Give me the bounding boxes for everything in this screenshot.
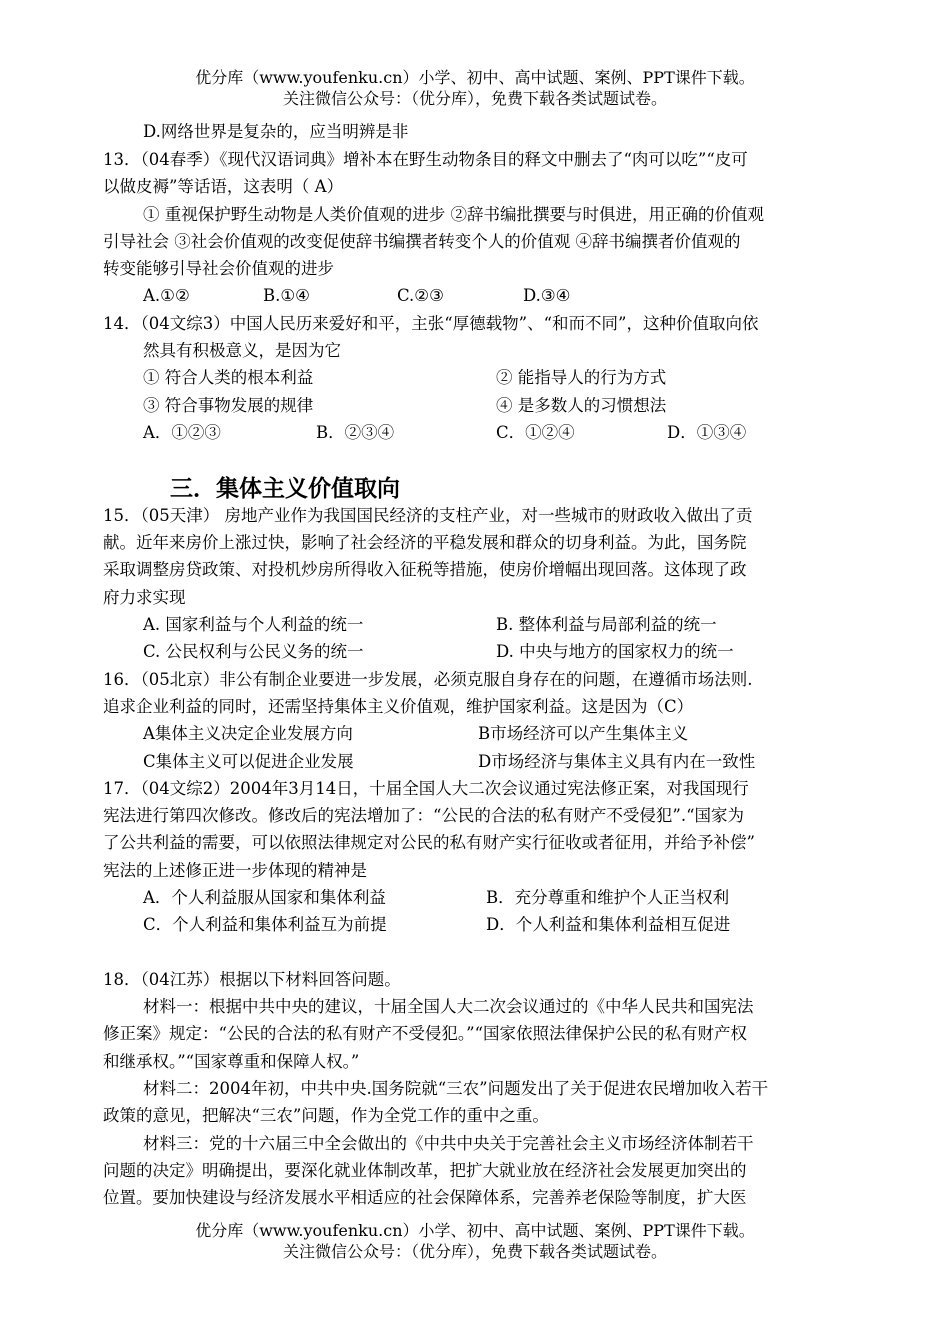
header-line-1: 优分库（www.youfenku.cn）小学、初中、高中试题、案例、PPT课件下载。 [195, 68, 755, 87]
q17-option-b: B．充分尊重和维护个人正当权利 [486, 888, 730, 907]
q16-option-d: D市场经济与集体主义具有内在一致性 [478, 752, 756, 771]
q14-line-1: 14．（04文综3）中国人民历来爱好和平，主张“厚德载物”、“和而不同”，这种价值取向依 [103, 314, 759, 333]
q14-statement-1: ① 符合人类的根本利益 [143, 368, 314, 387]
section-title: 三．集体主义价值取向 [170, 476, 400, 502]
q18-material-2-line-1: 材料二：2004年初，中共中央.国务院就“三农”问题发出了关于促进农民增加收入若干 [143, 1079, 769, 1098]
q15-line-4: 府力求实现 [103, 588, 186, 607]
q13-line-2: 以做皮褥”等话语，这表明（ A） [103, 177, 344, 196]
q14-option-a: A．①②③ [143, 423, 221, 442]
q13-line-1: 13．（04春季）《现代汉语词典》增补本在野生动物条目的释文中删去了“肉可以吃”“皮可 [103, 150, 748, 169]
q16-option-b: B市场经济可以产生集体主义 [478, 724, 689, 743]
q17-line-4: 宪法的上述修正进一步体现的精神是 [103, 861, 367, 880]
q16-option-c: C集体主义可以促进企业发展 [143, 752, 354, 771]
q13-option-c: C.②③ [397, 286, 444, 305]
q15-line-2: 献。近年来房价上涨过快，影响了社会经济的平稳发展和群众的切身利益。为此，国务院 [103, 533, 747, 552]
q14-line-2: 然具有积极意义，是因为它 [143, 341, 341, 360]
q18-material-3-line-2: 问题的决定》明确提出，要深化就业体制改革，把扩大就业放在经济社会发展更加突出的 [103, 1161, 747, 1180]
q15-option-d: D. 中央与地方的国家权力的统一 [496, 642, 734, 661]
q17-option-a: A．个人利益服从国家和集体利益 [143, 888, 386, 907]
q14-statement-2: ② 能指导人的行为方式 [496, 368, 667, 387]
q18-material-1-line-1: 材料一：根据中共中央的建议，十届全国人大二次会议通过的《中华人民共和国宪法 [143, 997, 754, 1016]
q18-material-3-line-3: 位置。要加快建设与经济发展水平相适应的社会保障体系，完善养老保险等制度，扩大医 [103, 1188, 747, 1207]
q18-material-2-line-2: 政策的意见，把解决“三农”问题，作为全党工作的重中之重。 [103, 1106, 549, 1125]
q14-statement-4: ④ 是多数人的习惯想法 [496, 396, 667, 415]
q17-line-2: 宪法进行第四次修改。修改后的宪法增加了：“公民的合法的私有财产不受侵犯”.“国家为 [103, 806, 745, 825]
q15-line-3: 采取调整房贷政策、对投机炒房所得收入征税等措施，使房价增幅出现回落。这体现了政 [103, 560, 747, 579]
q13-option-b: B.①④ [263, 286, 310, 305]
q16-line-1: 16．（05北京）非公有制企业要进一步发展，必须克服自身存在的问题，在遵循市场法则. [103, 670, 753, 689]
q14-option-d: D．①③④ [667, 423, 747, 442]
q18-material-1-line-2: 修正案》规定：“公民的合法的私有财产不受侵犯。”“国家依照法律保护公民的私有财产权 [103, 1024, 748, 1043]
q14-option-b: B．②③④ [316, 423, 395, 442]
q13-option-a: A.①② [143, 286, 190, 305]
header-line-2: 关注微信公众号：（优分库），免费下载各类试题试卷。 [282, 89, 667, 108]
q17-option-c: C．个人利益和集体利益互为前提 [143, 915, 387, 934]
q18-material-1-line-3: 和继承权。”“国家尊重和保障人权。” [103, 1052, 360, 1071]
q18-line-1: 18．（04江苏）根据以下材料回答问题。 [103, 970, 401, 989]
q13-statement-2: 引导社会 ③社会价值观的改变促使辞书编撰者转变个人的价值观 ④辞书编撰者价值观的 [103, 232, 741, 251]
q15-option-a: A. 国家利益与个人利益的统一 [143, 615, 364, 634]
q16-option-a: A集体主义决定企业发展方向 [143, 724, 353, 743]
q17-line-3: 了公共利益的需要，可以依照法律规定对公民的私有财产实行征收或者征用，并给予补偿” [103, 833, 755, 852]
footer-line-1: 优分库（www.youfenku.cn）小学、初中、高中试题、案例、PPT课件下载。 [195, 1221, 755, 1240]
q16-line-2: 追求企业利益的同时，还需坚持集体主义价值观，维护国家利益。这是因为（C） [103, 697, 694, 716]
q14-statement-3: ③ 符合事物发展的规律 [143, 396, 314, 415]
q17-option-d: D．个人利益和集体利益相互促进 [486, 915, 731, 934]
footer-line-2: 关注微信公众号：（优分库），免费下载各类试题试卷。 [282, 1242, 667, 1261]
q18-material-3-line-1: 材料三：党的十六届三中全会做出的《中共中央关于完善社会主义市场经济体制若干 [143, 1134, 754, 1153]
q15-option-b: B. 整体利益与局部利益的统一 [496, 615, 717, 634]
q13-option-d: D.③④ [523, 286, 571, 305]
q17-line-1: 17．（04文综2）2004年3月14日，十届全国人大二次会议通过宪法修正案，对我国现行 [103, 779, 749, 798]
q15-option-c: C. 公民权利与公民义务的统一 [143, 642, 364, 661]
q13-statement-1: ① 重视保护野生动物是人类价值观的进步 ②辞书编批撰要与时俱进，用正确的价值观 [143, 205, 764, 224]
q14-option-c: C．①②④ [496, 423, 575, 442]
q15-line-1: 15．（05天津） 房地产业作为我国国民经济的支柱产业，对一些城市的财政收入做出了贡 [103, 506, 753, 525]
q13-statement-3: 转变能够引导社会价值观的进步 [103, 259, 334, 278]
q12-option-d: D.网络世界是复杂的，应当明辨是非 [143, 122, 409, 141]
